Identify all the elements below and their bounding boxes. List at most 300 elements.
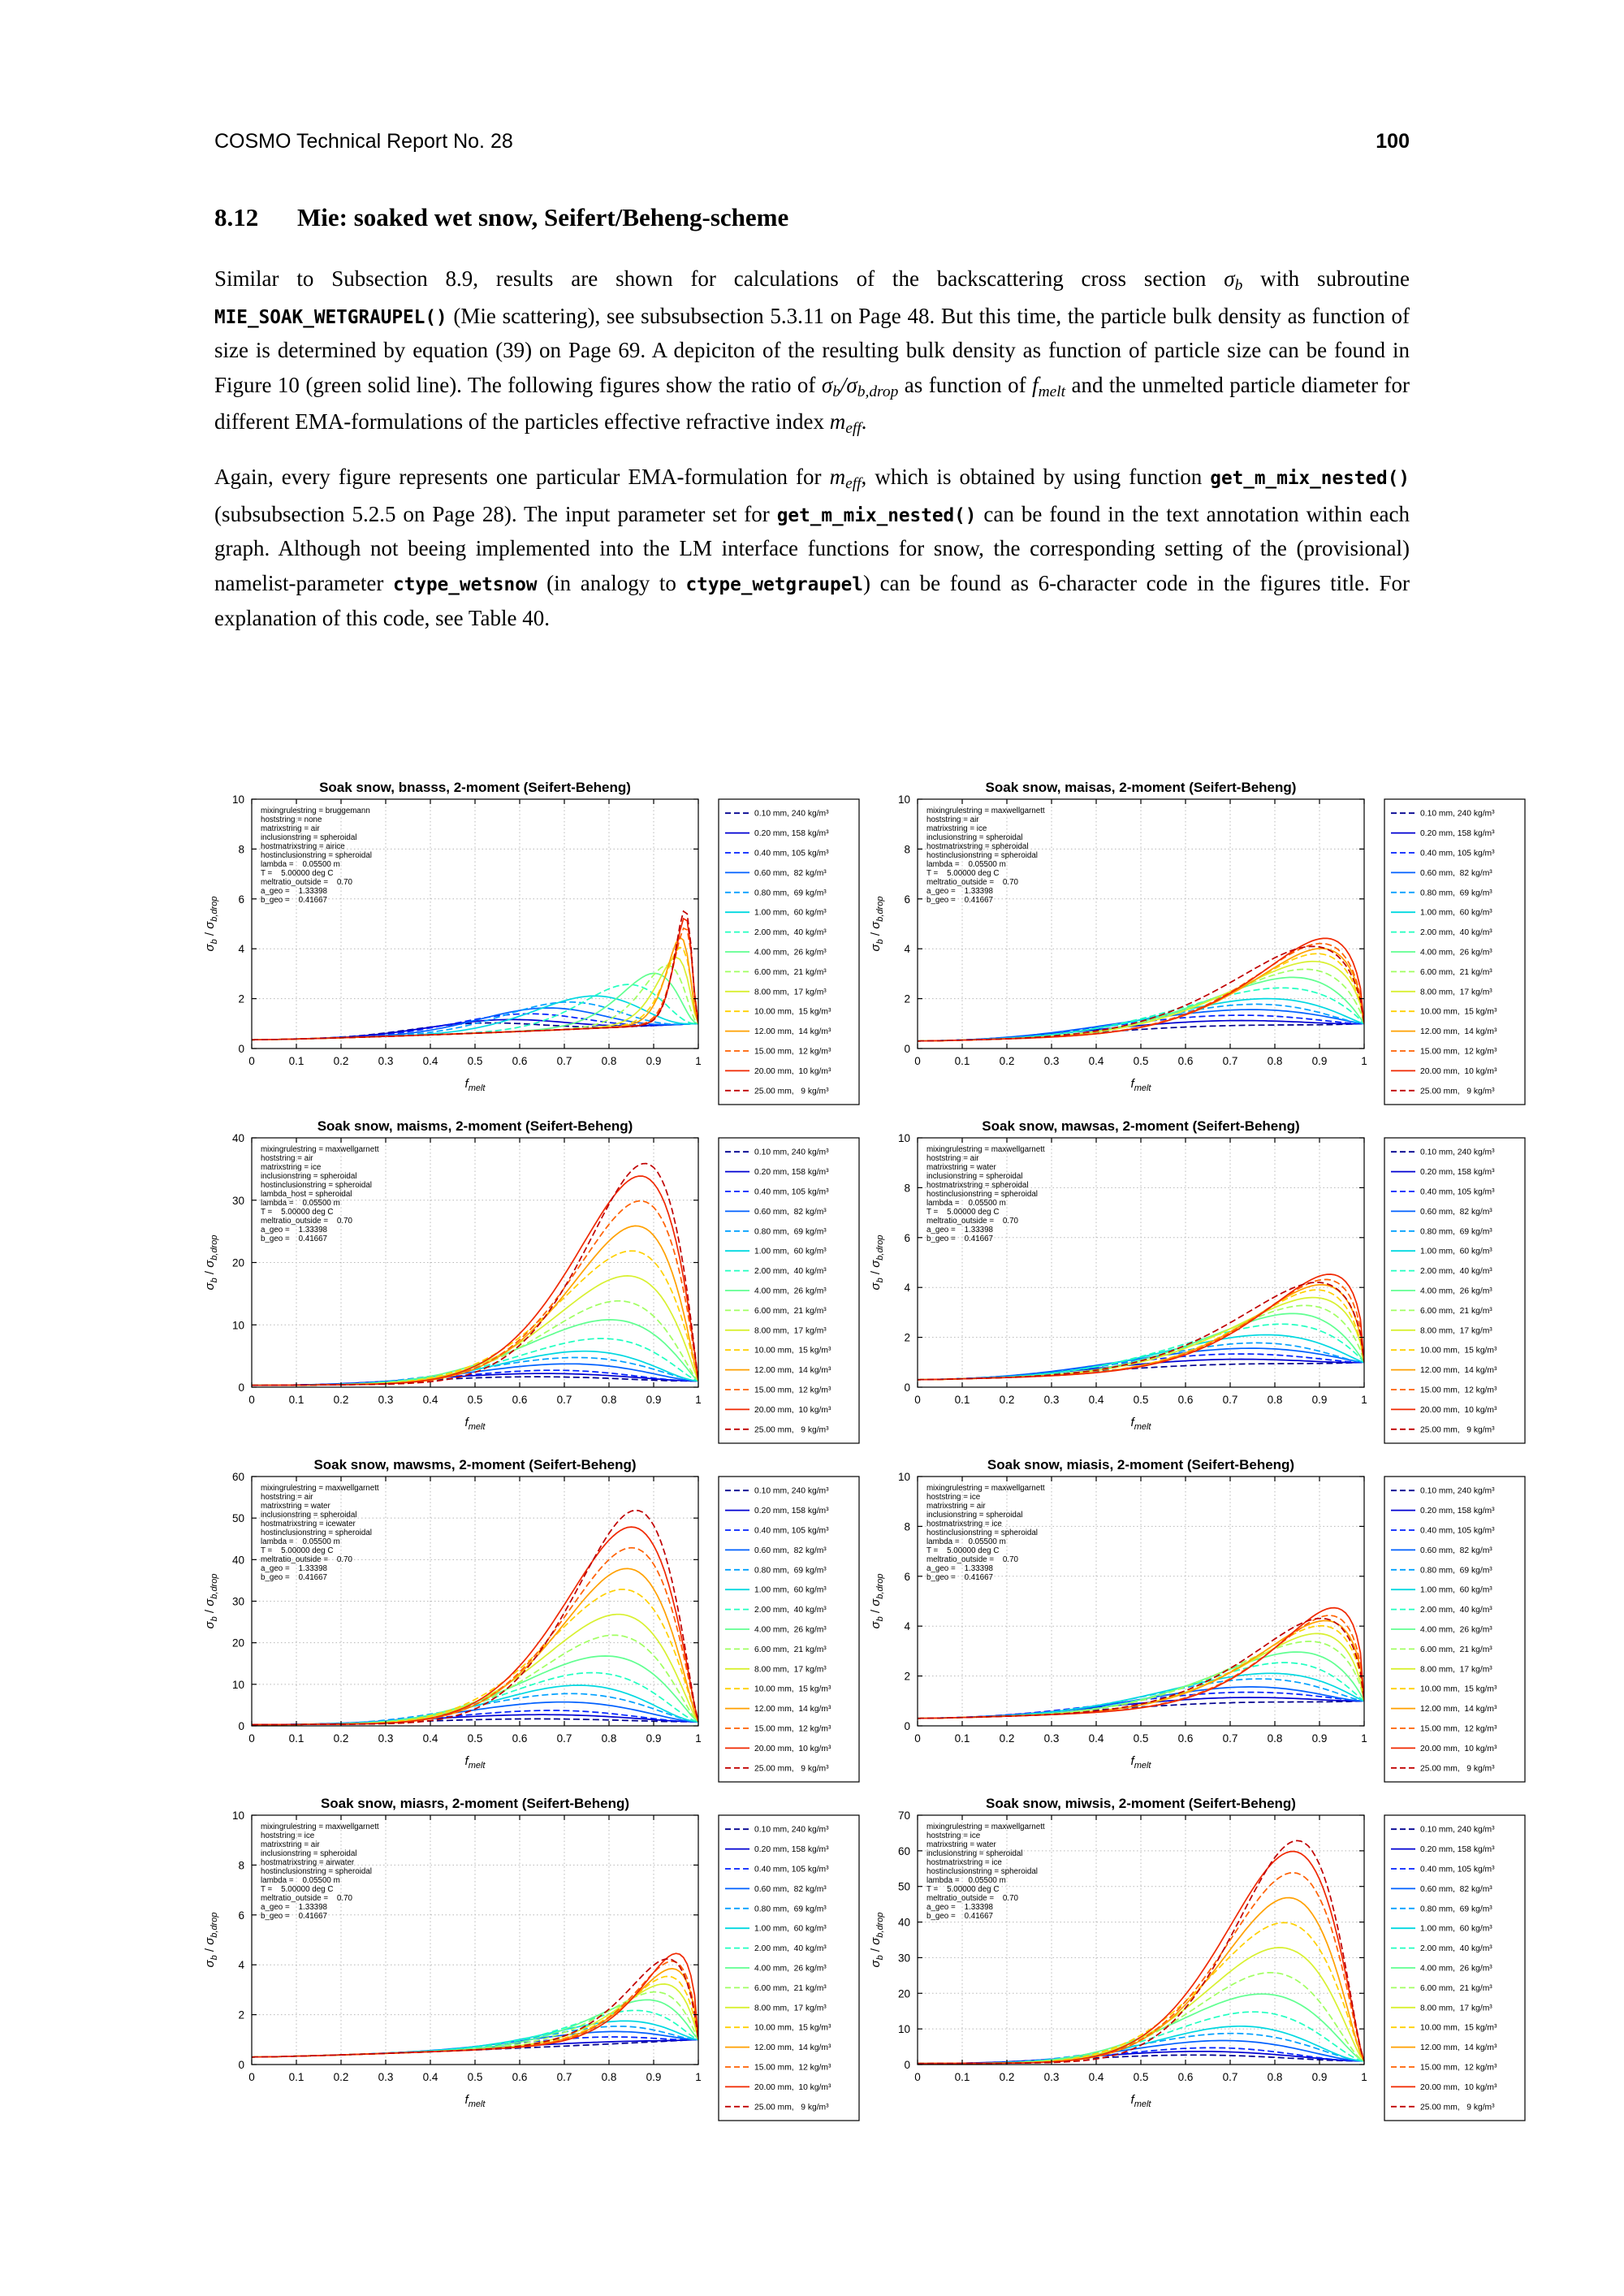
svg-text:2: 2 (904, 1670, 910, 1683)
legend-label: 0.40 mm, 105 kg/m³ (754, 1187, 829, 1197)
legend (1384, 1138, 1525, 1443)
svg-text:20: 20 (231, 1256, 244, 1269)
svg-text:a_geo = 1.33398: a_geo = 1.33398 (926, 1226, 993, 1234)
svg-text:0.6: 0.6 (1177, 1394, 1194, 1406)
svg-text:6: 6 (904, 1570, 910, 1583)
svg-text:matrixstring = air: matrixstring = air (261, 1840, 320, 1849)
svg-text:0.8: 0.8 (601, 1394, 617, 1406)
text-segment: Again, every figure represents one particular EMA-formulation for (214, 465, 830, 489)
legend-label: 8.00 mm, 17 kg/m³ (1420, 988, 1492, 997)
legend-label: 2.00 mm, 40 kg/m³ (1420, 1267, 1492, 1277)
legend-label: 2.00 mm, 40 kg/m³ (754, 1944, 827, 1954)
svg-text:hostmatrixstring = airwater: hostmatrixstring = airwater (261, 1858, 355, 1867)
text-segment: can be found in the text annotation within each graph. Although not beeing implemented into the LM interface functions for snow, the corresponding setting of the (provisional) namelist-parameter (214, 501, 1410, 595)
svg-text:hostinclusionstring = spheroid: hostinclusionstring = spheroidal (261, 1867, 372, 1876)
y-axis-label: $\sigma_b / \sigma_{b,drop}$ (203, 1573, 219, 1629)
svg-text:0.2: 0.2 (333, 2071, 349, 2083)
legend-label: 20.00 mm, 10 kg/m³ (1420, 1744, 1497, 1753)
text-segment: (subsubsection 5.2.5 on Page 28). The input parameter set for (214, 501, 777, 526)
legend (719, 1815, 859, 2121)
svg-text:meltratio_outside = 0.70: meltratio_outside = 0.70 (926, 878, 1019, 887)
svg-text:0.1: 0.1 (954, 2071, 970, 2083)
x-axis-label: $f_{melt}$ (1130, 2093, 1151, 2109)
legend-label: 25.00 mm, 9 kg/m³ (754, 2103, 829, 2112)
legend-label: 0.40 mm, 105 kg/m³ (754, 849, 829, 858)
legend-label: 4.00 mm, 26 kg/m³ (1420, 1964, 1492, 1974)
text-segment: σ (821, 372, 833, 397)
svg-text:0: 0 (238, 2059, 244, 2071)
legend-label: 15.00 mm, 12 kg/m³ (1420, 1047, 1497, 1057)
svg-text:0.6: 0.6 (512, 1732, 528, 1745)
legend-label: 1.00 mm, 60 kg/m³ (754, 1585, 827, 1595)
legend-label: 0.40 mm, 105 kg/m³ (1420, 849, 1495, 858)
legend-label: 8.00 mm, 17 kg/m³ (1420, 2004, 1492, 2013)
svg-text:0: 0 (248, 1055, 255, 1067)
svg-text:lambda = 0.05500 m: lambda = 0.05500 m (926, 1876, 1006, 1885)
svg-text:0: 0 (238, 1043, 244, 1055)
svg-text:T = 5.00000 deg C: T = 5.00000 deg C (261, 1885, 334, 1894)
svg-text:hoststring = air: hoststring = air (261, 1493, 313, 1502)
svg-text:lambda = 0.05500 m: lambda = 0.05500 m (261, 1876, 340, 1885)
x-axis-label: $f_{melt}$ (464, 1077, 486, 1093)
svg-text:0.2: 0.2 (999, 2071, 1015, 2083)
svg-text:0.3: 0.3 (1043, 1732, 1060, 1745)
svg-text:2: 2 (238, 2008, 244, 2021)
legend-label: 6.00 mm, 21 kg/m³ (1420, 1645, 1492, 1654)
legend-label: 2.00 mm, 40 kg/m³ (754, 1267, 827, 1277)
svg-text:0.4: 0.4 (422, 1732, 438, 1745)
legend-label: 0.60 mm, 82 kg/m³ (1420, 1546, 1492, 1555)
legend-label: 0.10 mm, 240 kg/m³ (754, 1486, 829, 1496)
x-axis-label: $f_{melt}$ (464, 1754, 486, 1771)
svg-text:a_geo = 1.33398: a_geo = 1.33398 (926, 887, 993, 896)
legend-label: 12.00 mm, 14 kg/m³ (1420, 1027, 1497, 1037)
legend-label: 1.00 mm, 60 kg/m³ (754, 908, 827, 918)
svg-text:a_geo = 1.33398: a_geo = 1.33398 (926, 1903, 993, 1912)
legend-label: 0.20 mm, 158 kg/m³ (1420, 1168, 1495, 1178)
svg-text:mixingrulestring = maxwellgarn: mixingrulestring = maxwellgarnett (926, 1484, 1045, 1493)
page-number: 100 (1376, 130, 1410, 153)
legend-label: 0.20 mm, 158 kg/m³ (754, 1168, 829, 1178)
chart-miwsis (865, 1794, 1531, 2133)
svg-text:20: 20 (231, 1637, 244, 1650)
svg-text:0.7: 0.7 (556, 1055, 572, 1067)
svg-text:matrixstring = water: matrixstring = water (261, 1502, 330, 1511)
legend-label: 0.60 mm, 82 kg/m³ (1420, 868, 1492, 878)
legend-label: 8.00 mm, 17 kg/m³ (754, 988, 827, 997)
svg-text:0.4: 0.4 (422, 1055, 438, 1067)
svg-text:0.7: 0.7 (1222, 2071, 1238, 2083)
svg-text:inclusionstring = spheroidal: inclusionstring = spheroidal (261, 1511, 357, 1520)
svg-text:lambda = 0.05500 m: lambda = 0.05500 m (261, 1199, 340, 1208)
svg-text:30: 30 (231, 1595, 244, 1608)
svg-text:0.6: 0.6 (1177, 1055, 1194, 1067)
x-axis-label: $f_{melt}$ (1130, 1754, 1151, 1771)
y-axis-label: $\sigma_b / \sigma_{b,drop}$ (203, 1234, 219, 1291)
legend-label: 15.00 mm, 12 kg/m³ (754, 1047, 831, 1057)
legend-label: 0.40 mm, 105 kg/m³ (1420, 1865, 1495, 1874)
legend-label: 1.00 mm, 60 kg/m³ (754, 1247, 827, 1256)
svg-text:1: 1 (695, 2071, 702, 2083)
svg-text:matrixstring = air: matrixstring = air (926, 1502, 986, 1511)
svg-text:0.7: 0.7 (1222, 1394, 1238, 1406)
svg-text:0: 0 (904, 1381, 910, 1394)
legend-label: 20.00 mm, 10 kg/m³ (754, 1744, 831, 1753)
svg-text:hostinclusionstring = spheroid: hostinclusionstring = spheroidal (261, 1181, 372, 1190)
svg-text:4: 4 (238, 943, 244, 956)
section-heading (214, 203, 1410, 232)
svg-text:10: 10 (231, 1319, 244, 1332)
legend-label: 2.00 mm, 40 kg/m³ (754, 928, 827, 938)
text-segment: m (829, 409, 846, 435)
svg-text:6: 6 (238, 893, 244, 906)
legend-label: 0.80 mm, 69 kg/m³ (1420, 1227, 1492, 1237)
svg-text:4: 4 (904, 1620, 910, 1633)
legend-label: 25.00 mm, 9 kg/m³ (1420, 1764, 1495, 1774)
paragraph-1 (214, 262, 1410, 442)
legend (1384, 1815, 1525, 2121)
legend-label: 0.80 mm, 69 kg/m³ (754, 1566, 827, 1576)
chart-bnasss (199, 778, 865, 1117)
svg-text:hostmatrixstring = ice: hostmatrixstring = ice (926, 1858, 1002, 1867)
svg-text:60: 60 (231, 1471, 244, 1483)
svg-text:0.1: 0.1 (288, 1055, 304, 1067)
svg-text:20: 20 (897, 1987, 910, 2000)
legend-label: 20.00 mm, 10 kg/m³ (754, 1066, 831, 1076)
svg-text:10: 10 (231, 1810, 244, 1822)
legend (719, 799, 859, 1105)
svg-text:0.7: 0.7 (556, 1732, 572, 1745)
svg-text:0.9: 0.9 (1311, 1055, 1328, 1067)
figure-soak-snow-miwsis (865, 1794, 1531, 2133)
header-report-title: COSMO Technical Report No. 28 (214, 130, 513, 153)
legend-label: 15.00 mm, 12 kg/m³ (754, 1386, 831, 1395)
legend-label: 6.00 mm, 21 kg/m³ (754, 1983, 827, 1993)
svg-text:8: 8 (904, 843, 910, 856)
svg-text:b_geo = 0.41667: b_geo = 0.41667 (261, 1912, 327, 1921)
legend-label: 12.00 mm, 14 kg/m³ (754, 2043, 831, 2053)
svg-text:70: 70 (897, 1810, 910, 1822)
svg-text:2: 2 (904, 992, 910, 1005)
chart-miasis (865, 1455, 1531, 1794)
y-axis-label: $\sigma_b / \sigma_{b,drop}$ (203, 896, 219, 952)
legend-label: 15.00 mm, 12 kg/m³ (754, 2063, 831, 2073)
svg-text:0.4: 0.4 (422, 1394, 438, 1406)
y-axis-label: $\sigma_b / \sigma_{b,drop}$ (869, 896, 885, 952)
svg-text:T = 5.00000 deg C: T = 5.00000 deg C (926, 869, 1000, 878)
svg-text:0.5: 0.5 (467, 1055, 483, 1067)
svg-text:10: 10 (897, 1471, 910, 1483)
figure-grid (199, 778, 1531, 2133)
legend-label: 10.00 mm, 15 kg/m³ (754, 2023, 831, 2033)
svg-text:10: 10 (231, 793, 244, 806)
legend (1384, 799, 1525, 1105)
svg-text:0: 0 (238, 1720, 244, 1732)
legend-label: 0.20 mm, 158 kg/m³ (1420, 1845, 1495, 1855)
legend-label: 0.40 mm, 105 kg/m³ (1420, 1526, 1495, 1536)
legend-label: 0.10 mm, 240 kg/m³ (1420, 1825, 1495, 1835)
svg-text:hoststring = air: hoststring = air (926, 1154, 979, 1163)
svg-text:0.2: 0.2 (999, 1055, 1015, 1067)
legend-label: 0.60 mm, 82 kg/m³ (754, 1884, 827, 1894)
legend-label: 1.00 mm, 60 kg/m³ (1420, 1924, 1492, 1934)
svg-text:mixingrulestring = maxwellgarn: mixingrulestring = maxwellgarnett (261, 1823, 379, 1831)
svg-text:hostmatrixstring = airice: hostmatrixstring = airice (261, 842, 345, 851)
svg-text:inclusionstring = spheroidal: inclusionstring = spheroidal (261, 1172, 357, 1181)
svg-text:30: 30 (897, 1952, 910, 1965)
svg-text:0.8: 0.8 (601, 1055, 617, 1067)
svg-text:0.3: 0.3 (378, 1732, 394, 1745)
chart-title: Soak snow, mawsas, 2-moment (Seifert-Beheng) (982, 1118, 1300, 1134)
svg-text:0.3: 0.3 (378, 1394, 394, 1406)
legend-label: 8.00 mm, 17 kg/m³ (754, 1665, 827, 1675)
text-segment: /σ (840, 372, 857, 397)
legend-label: 20.00 mm, 10 kg/m³ (754, 1405, 831, 1415)
svg-text:meltratio_outside = 0.70: meltratio_outside = 0.70 (926, 1894, 1019, 1903)
svg-text:0: 0 (914, 2071, 921, 2083)
legend-label: 8.00 mm, 17 kg/m³ (1420, 1665, 1492, 1675)
svg-text:0.9: 0.9 (646, 2071, 662, 2083)
svg-text:8: 8 (904, 1182, 910, 1195)
svg-text:0.4: 0.4 (1088, 1055, 1104, 1067)
svg-text:a_geo = 1.33398: a_geo = 1.33398 (261, 1226, 327, 1234)
legend-label: 0.20 mm, 158 kg/m³ (754, 829, 829, 839)
legend-label: 6.00 mm, 21 kg/m³ (754, 1645, 827, 1654)
svg-text:40: 40 (897, 1916, 910, 1929)
legend-label: 2.00 mm, 40 kg/m³ (1420, 1606, 1492, 1615)
svg-text:1: 1 (695, 1732, 702, 1745)
legend-label: 8.00 mm, 17 kg/m³ (754, 2004, 827, 2013)
chart-title: Soak snow, miasis, 2-moment (Seifert-Beheng) (987, 1457, 1295, 1472)
svg-text:a_geo = 1.33398: a_geo = 1.33398 (926, 1564, 993, 1573)
text-segment: (Mie scattering), see subsubsection 5.3.11 on Page 48. But this time, the particle bulk density as function of size is determined by equation (39) on Page 69. A depiciton of the resulting bulk density as function of particle size can be found in Figure 10 (green solid line). The following figures show the ratio of (214, 303, 1410, 397)
legend (1384, 1477, 1525, 1782)
svg-text:4: 4 (238, 1959, 244, 1972)
svg-text:hostinclusionstring = spheroid: hostinclusionstring = spheroidal (926, 1867, 1038, 1876)
legend-label: 0.20 mm, 158 kg/m³ (754, 1507, 829, 1516)
svg-text:b_geo = 0.41667: b_geo = 0.41667 (926, 1234, 993, 1243)
legend-label: 4.00 mm, 26 kg/m³ (754, 1625, 827, 1635)
svg-text:40: 40 (231, 1554, 244, 1567)
svg-text:0.3: 0.3 (378, 2071, 394, 2083)
svg-text:0.2: 0.2 (333, 1732, 349, 1745)
svg-text:0.8: 0.8 (1267, 1394, 1283, 1406)
figure-soak-snow-mawsms (199, 1455, 865, 1794)
svg-text:0.8: 0.8 (1267, 2071, 1283, 2083)
svg-text:mixingrulestring = maxwellgarn: mixingrulestring = maxwellgarnett (926, 1823, 1045, 1831)
svg-text:0.8: 0.8 (1267, 1732, 1283, 1745)
legend-label: 1.00 mm, 60 kg/m³ (1420, 908, 1492, 918)
svg-text:mixingrulestring = maxwellgarn: mixingrulestring = maxwellgarnett (926, 1145, 1045, 1154)
text-segment: . (861, 409, 867, 435)
chart-title: Soak snow, miwsis, 2-moment (Seifert-Beheng) (986, 1796, 1296, 1811)
svg-text:0.1: 0.1 (954, 1055, 970, 1067)
svg-text:0.4: 0.4 (1088, 1732, 1104, 1745)
legend-label: 0.80 mm, 69 kg/m³ (754, 1905, 827, 1914)
legend-label: 4.00 mm, 26 kg/m³ (1420, 1625, 1492, 1635)
svg-text:1: 1 (695, 1394, 702, 1406)
svg-text:50: 50 (231, 1512, 244, 1525)
main-text-block (214, 203, 1410, 653)
svg-text:hostinclusionstring = spheroid: hostinclusionstring = spheroidal (926, 1529, 1038, 1537)
svg-text:meltratio_outside = 0.70: meltratio_outside = 0.70 (261, 878, 353, 887)
legend-label: 10.00 mm, 15 kg/m³ (1420, 1346, 1497, 1356)
svg-text:hostmatrixstring = ice: hostmatrixstring = ice (926, 1520, 1002, 1529)
legend-label: 12.00 mm, 14 kg/m³ (754, 1705, 831, 1714)
svg-text:matrixstring = water: matrixstring = water (926, 1840, 996, 1849)
svg-text:0.1: 0.1 (954, 1732, 970, 1745)
chart-title: Soak snow, miasrs, 2-moment (Seifert-Beheng) (320, 1796, 630, 1811)
svg-text:0: 0 (904, 2059, 910, 2071)
svg-text:lambda = 0.05500 m: lambda = 0.05500 m (926, 1537, 1006, 1546)
legend-label: 20.00 mm, 10 kg/m³ (1420, 1405, 1497, 1415)
chart-title: Soak snow, mawsms, 2-moment (Seifert-Beheng) (313, 1457, 637, 1472)
legend-label: 4.00 mm, 26 kg/m³ (1420, 948, 1492, 958)
legend-label: 20.00 mm, 10 kg/m³ (754, 2082, 831, 2092)
svg-text:0: 0 (248, 2071, 255, 2083)
legend-label: 20.00 mm, 10 kg/m³ (1420, 1066, 1497, 1076)
legend-label: 10.00 mm, 15 kg/m³ (1420, 1684, 1497, 1694)
svg-text:30: 30 (231, 1194, 244, 1207)
svg-text:0.3: 0.3 (378, 1055, 394, 1067)
svg-text:6: 6 (238, 1909, 244, 1922)
svg-text:8: 8 (904, 1520, 910, 1533)
svg-text:0.1: 0.1 (954, 1394, 970, 1406)
figure-soak-snow-miasrs (199, 1794, 865, 2133)
svg-text:mixingrulestring = bruggemann: mixingrulestring = bruggemann (261, 806, 370, 815)
svg-text:lambda = 0.05500 m: lambda = 0.05500 m (926, 860, 1006, 869)
svg-text:1: 1 (1361, 1732, 1367, 1745)
svg-text:0.4: 0.4 (422, 2071, 438, 2083)
svg-text:0: 0 (904, 1720, 910, 1732)
svg-text:0.2: 0.2 (333, 1055, 349, 1067)
chart-title: Soak snow, maisms, 2-moment (Seifert-Beheng) (317, 1118, 633, 1134)
svg-text:hoststring = air: hoststring = air (261, 1154, 313, 1163)
svg-text:hostmatrixstring = icewater: hostmatrixstring = icewater (261, 1520, 356, 1529)
svg-text:b_geo = 0.41667: b_geo = 0.41667 (261, 896, 327, 905)
svg-text:hoststring = ice: hoststring = ice (261, 1831, 315, 1840)
svg-text:10: 10 (897, 2023, 910, 2036)
legend-label: 20.00 mm, 10 kg/m³ (1420, 2082, 1497, 2092)
legend-label: 0.10 mm, 240 kg/m³ (1420, 1486, 1495, 1496)
legend-label: 0.80 mm, 69 kg/m³ (754, 1227, 827, 1237)
legend-label: 0.10 mm, 240 kg/m³ (754, 1825, 829, 1835)
svg-text:0.6: 0.6 (1177, 2071, 1194, 2083)
legend-label: 25.00 mm, 9 kg/m³ (754, 1425, 829, 1435)
legend-label: 10.00 mm, 15 kg/m³ (1420, 2023, 1497, 2033)
legend-label: 4.00 mm, 26 kg/m³ (754, 1964, 827, 1974)
svg-text:0.5: 0.5 (467, 2071, 483, 2083)
svg-text:inclusionstring = spheroidal: inclusionstring = spheroidal (261, 833, 357, 842)
svg-text:0: 0 (914, 1732, 921, 1745)
legend-label: 4.00 mm, 26 kg/m³ (754, 1286, 827, 1296)
svg-text:0.9: 0.9 (646, 1732, 662, 1745)
text-segment: ctype_wetgraupel (685, 573, 863, 595)
svg-text:b_geo = 0.41667: b_geo = 0.41667 (261, 1234, 327, 1243)
svg-text:T = 5.00000 deg C: T = 5.00000 deg C (926, 1885, 1000, 1894)
figure-soak-snow-maisas (865, 778, 1531, 1117)
legend-label: 0.40 mm, 105 kg/m³ (754, 1526, 829, 1536)
legend-label: 10.00 mm, 15 kg/m³ (754, 1007, 831, 1017)
text-segment: melt (1038, 383, 1066, 400)
legend-label: 0.10 mm, 240 kg/m³ (754, 1148, 829, 1157)
text-segment: ) can be found as 6-character code in the figures title. For explanation of this code, see Table 40. (214, 570, 1410, 630)
svg-text:0.5: 0.5 (1133, 1732, 1149, 1745)
legend-label: 12.00 mm, 14 kg/m³ (1420, 1705, 1497, 1714)
svg-text:hoststring = air: hoststring = air (926, 815, 979, 824)
text-segment: get_m_mix_nested() (776, 504, 977, 526)
svg-text:hostinclusionstring = spheroid: hostinclusionstring = spheroidal (261, 1529, 372, 1537)
svg-text:0.1: 0.1 (288, 1732, 304, 1745)
text-segment: ctype_wetsnow (393, 573, 538, 595)
svg-text:0.5: 0.5 (1133, 1055, 1149, 1067)
svg-text:inclusionstring = spheroidal: inclusionstring = spheroidal (926, 1172, 1023, 1181)
svg-text:lambda = 0.05500 m: lambda = 0.05500 m (261, 860, 340, 869)
legend-label: 0.80 mm, 69 kg/m³ (1420, 1905, 1492, 1914)
svg-text:1: 1 (1361, 1394, 1367, 1406)
text-segment: and the unmelted particle diameter for different EMA-formulations of the particles effective refractive index (214, 372, 1410, 435)
svg-text:matrixstring = ice: matrixstring = ice (926, 824, 987, 833)
svg-text:mixingrulestring = maxwellgarn: mixingrulestring = maxwellgarnett (261, 1484, 379, 1493)
legend-label: 1.00 mm, 60 kg/m³ (1420, 1585, 1492, 1595)
page-header (214, 130, 1410, 153)
svg-text:meltratio_outside = 0.70: meltratio_outside = 0.70 (926, 1217, 1019, 1226)
svg-text:0.2: 0.2 (333, 1394, 349, 1406)
legend-label: 0.80 mm, 69 kg/m³ (754, 889, 827, 898)
chart-maisms (199, 1117, 865, 1455)
svg-text:hostinclusionstring = spheroid: hostinclusionstring = spheroidal (926, 851, 1038, 860)
chart-mawsms (199, 1455, 865, 1794)
svg-text:0.7: 0.7 (556, 1394, 572, 1406)
legend-label: 0.60 mm, 82 kg/m³ (1420, 1207, 1492, 1217)
figure-soak-snow-bnasss (199, 778, 865, 1117)
svg-text:50: 50 (897, 1880, 910, 1893)
x-axis-label: $f_{melt}$ (464, 2093, 486, 2109)
legend-label: 2.00 mm, 40 kg/m³ (1420, 1944, 1492, 1954)
svg-text:0.9: 0.9 (1311, 1732, 1328, 1745)
y-axis-label: $\sigma_b / \sigma_{b,drop}$ (869, 1234, 885, 1291)
svg-text:b_geo = 0.41667: b_geo = 0.41667 (926, 1912, 993, 1921)
legend-label: 15.00 mm, 12 kg/m³ (1420, 2063, 1497, 2073)
svg-text:a_geo = 1.33398: a_geo = 1.33398 (261, 1564, 327, 1573)
legend-label: 12.00 mm, 14 kg/m³ (1420, 1366, 1497, 1376)
svg-text:0.3: 0.3 (1043, 2071, 1060, 2083)
svg-text:hostmatrixstring = spheroidal: hostmatrixstring = spheroidal (926, 842, 1029, 851)
svg-text:0.4: 0.4 (1088, 2071, 1104, 2083)
text-segment: (in analogy to (537, 570, 686, 595)
svg-text:meltratio_outside = 0.70: meltratio_outside = 0.70 (261, 1217, 353, 1226)
svg-text:0: 0 (914, 1055, 921, 1067)
svg-text:hostmatrixstring = spheroidal: hostmatrixstring = spheroidal (926, 1181, 1029, 1190)
svg-text:0: 0 (904, 1043, 910, 1055)
svg-text:40: 40 (231, 1132, 244, 1144)
svg-text:10: 10 (231, 1678, 244, 1691)
svg-text:6: 6 (904, 893, 910, 906)
svg-text:2: 2 (904, 1331, 910, 1344)
legend-label: 0.20 mm, 158 kg/m³ (754, 1845, 829, 1855)
legend-label: 15.00 mm, 12 kg/m³ (1420, 1386, 1497, 1395)
text-segment: b (1234, 276, 1243, 294)
svg-text:meltratio_outside = 0.70: meltratio_outside = 0.70 (926, 1555, 1019, 1564)
svg-text:10: 10 (897, 1132, 910, 1144)
figure-soak-snow-miasis (865, 1455, 1531, 1794)
legend-label: 0.80 mm, 69 kg/m³ (1420, 1566, 1492, 1576)
legend-label: 0.60 mm, 82 kg/m³ (754, 1207, 827, 1217)
legend-label: 12.00 mm, 14 kg/m³ (1420, 2043, 1497, 2053)
legend-label: 6.00 mm, 21 kg/m³ (754, 967, 827, 977)
svg-text:4: 4 (904, 1282, 910, 1295)
legend (719, 1138, 859, 1443)
